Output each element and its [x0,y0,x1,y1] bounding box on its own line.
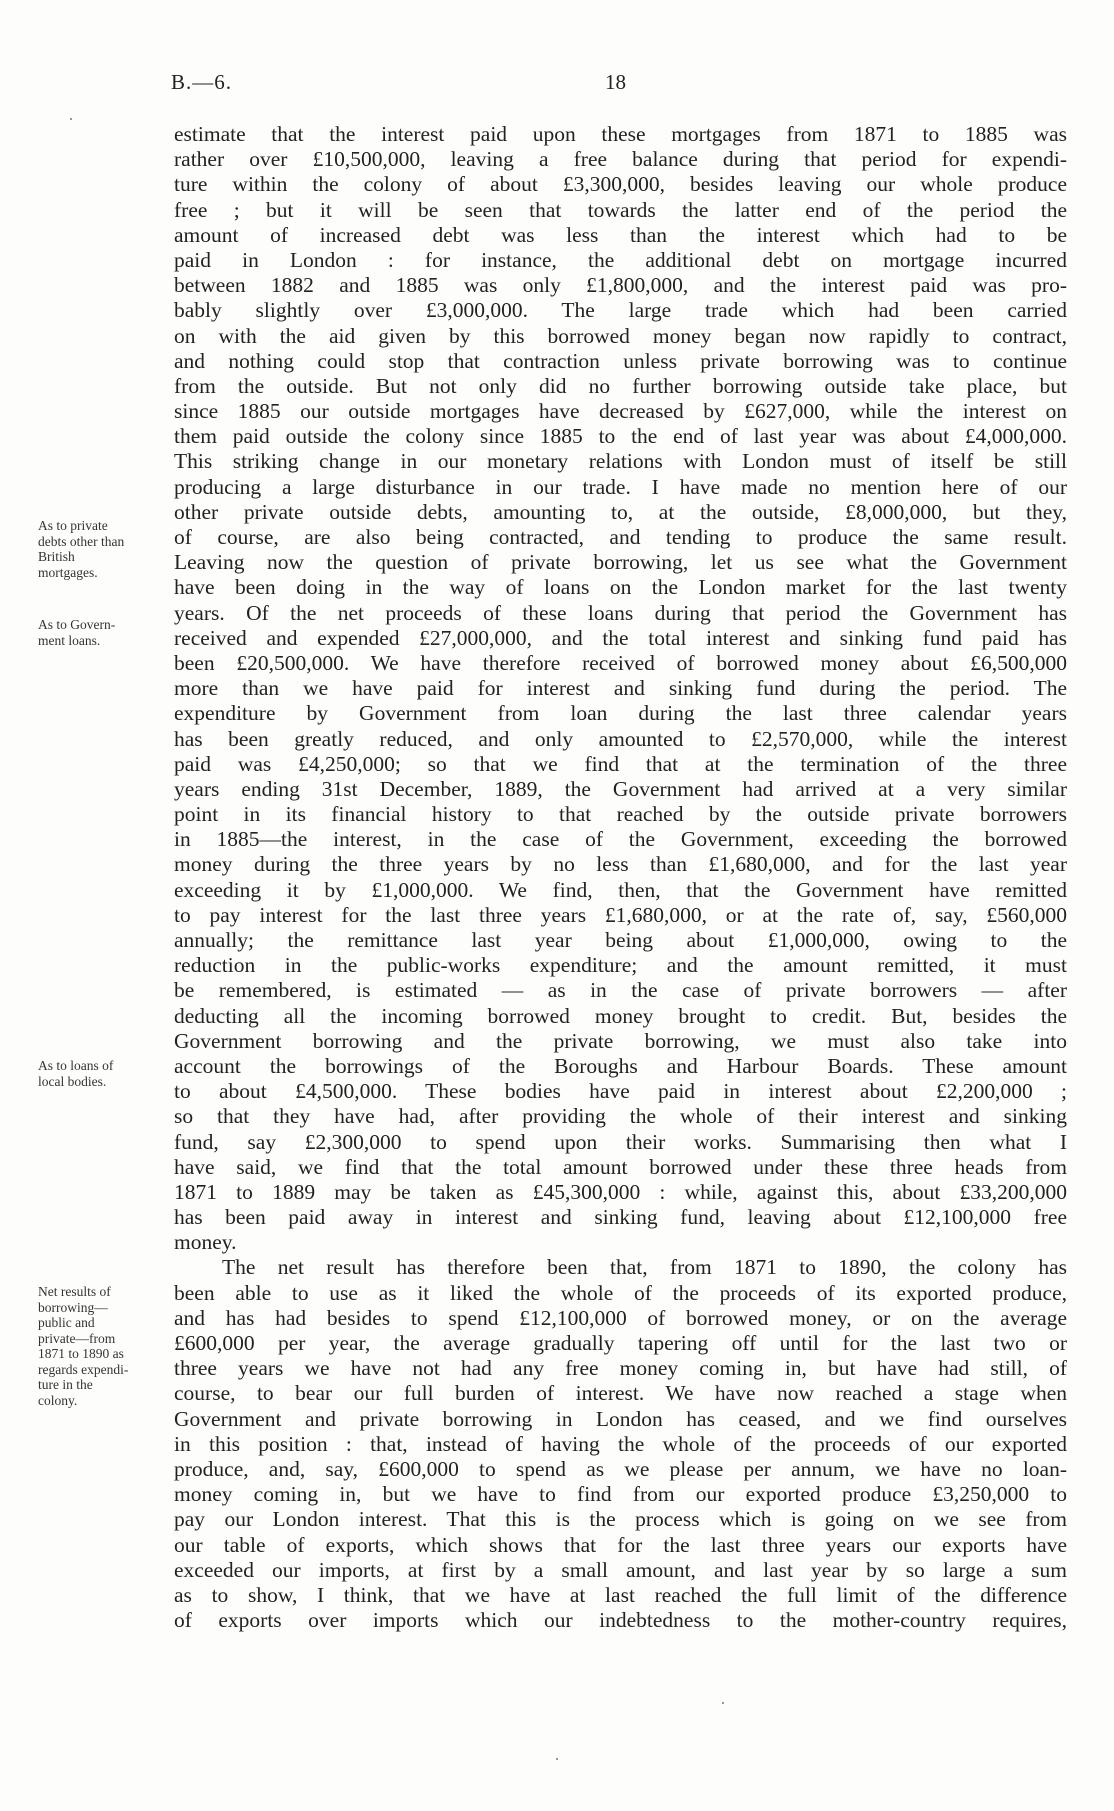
scan-speck [70,118,72,120]
text-line: reduction in the public-works expenditure; and the amount remitted, it must [174,953,1067,978]
text-line: money coming in, but we have to find from our exported produce £3,250,000 to [174,1482,1067,1507]
margin-note-local-bodies [38,1058,178,1089]
margin-note-private-debts [38,518,178,580]
text-line: account the borrowings of the Boroughs and Harbour Boards. These amount [174,1053,1067,1078]
text-line: years ending 31st December, 1889, the Government had arrived at a very similar [174,776,1067,801]
text-line: from the outside. But not only did no further borrowing outside take place, but [174,373,1067,398]
text-line: as to show, I think, that we have at last reached the full limit of the difference [174,1582,1067,1607]
margin-note-line: borrowing— [38,1299,108,1315]
text-line: Government borrowing and the private borrowing, we must also take into [174,1028,1067,1053]
text-line: point in its financial history to that reached by the outside private borrowers [174,802,1067,827]
margin-note-line: As to Govern- [38,617,116,632]
text-line: has been paid away in interest and sinking fund, leaving about £12,100,000 free [174,1205,1067,1230]
margin-note-line: As to loans of [38,1058,114,1073]
margin-note-line: local bodies. [38,1073,107,1089]
text-line: exceeding it by £1,000,000. We find, then, that the Government have remitted [174,877,1067,902]
text-line: between 1882 and 1885 was only £1,800,000, and the interest paid was pro- [174,273,1067,298]
margin-note-line: ment loans. [38,632,101,648]
margin-note-line: colony. [38,1392,78,1408]
margin-note-line: private—from [38,1330,116,1346]
margin-note-government-loans [38,617,178,648]
text-line: received and expended £27,000,000, and the total interest and sinking fund paid has [174,625,1067,650]
text-line: since 1885 our outside mortgages have decreased by £627,000, while the interest on [174,399,1067,424]
text-line: in this position : that, instead of having the whole of the proceeds of our exported [174,1431,1067,1456]
text-line: been £20,500,000. We have therefore received of borrowed money about £6,500,000 [174,650,1067,675]
text-line: years. Of the net proceeds of these loans during that period the Government has [174,600,1067,625]
text-line: Leaving now the question of private borrowing, let us see what the Government [174,550,1067,575]
text-line: free ; but it will be seen that towards the latter end of the period the [174,197,1067,222]
text-line: producing a large disturbance in our trade. I have made no mention here of our [174,474,1067,499]
text-line: bably slightly over £3,000,000. The large trade which had been carried [174,298,1067,323]
text-line: our table of exports, which shows that for the last three years our exports have [174,1532,1067,1557]
margin-note-line: As to private [38,518,108,533]
text-line: money. [174,1230,237,1255]
text-line: 1871 to 1889 may be taken as £45,300,000 : while, against this, about £33,200,000 [174,1179,1067,1204]
text-line: expenditure by Government from loan during the last three calendar years [174,701,1067,726]
scan-speck [556,1758,558,1760]
text-line: more than we have paid for interest and sinking fund during the period. The [174,676,1067,701]
text-line: exceeded our imports, at first by a small amount, and last year by so large a sum [174,1557,1067,1582]
text-line: so that they have had, after providing the whole of their interest and sinking [174,1104,1067,1129]
text-line: deducting all the incoming borrowed money brought to credit. But, besides the [174,1003,1067,1028]
text-line: fund, say £2,300,000 to spend upon their works. Summarising then what I [174,1129,1067,1154]
text-line: paid in London : for instance, the additional debt on mortgage incurred [174,247,1067,272]
text-line: be remembered, is estimated — as in the case of private borrowers — after [174,978,1067,1003]
text-line: to pay interest for the last three years £1,680,000, or at the rate of, say, £560,000 [174,902,1067,927]
text-line: of exports over imports which our indebtedness to the mother-country requires, [174,1608,1067,1633]
document-reference: B.—6. [171,70,233,94]
text-line: of course, are also being contracted, and tending to produce the same result. [174,525,1067,549]
page-number: 18 [605,70,626,94]
body-text [174,122,1067,1633]
text-line: ture within the colony of about £3,300,000, besides leaving our whole produce [174,172,1067,197]
text-line: paid was £4,250,000; so that we find that at the termination of the three [174,751,1067,776]
margin-note-line: mortgages. [38,564,98,580]
text-line: to about £4,500,000. These bodies have paid in interest about £2,200,000 ; [174,1079,1067,1104]
text-line: has been greatly reduced, and only amounted to £2,570,000, while the interest [174,726,1067,751]
margin-note-line: regards expendi- [38,1361,129,1377]
text-line: in 1885—the interest, in the case of the Government, exceeding the borrowed [174,827,1067,852]
text-line: £600,000 per year, the average gradually tapering off until for the last two or [174,1331,1067,1355]
text-line: them paid outside the colony since 1885 to the end of last year was about £4,000,000. [174,424,1067,449]
text-line: estimate that the interest paid upon these mortgages from 1871 to 1885 was [174,122,1067,146]
text-line: have said, we find that the total amount borrowed under these three heads from [174,1154,1067,1179]
text-line: and has had besides to spend £12,100,000 of borrowed money, or on the average [174,1305,1067,1330]
margin-note-line: 1871 to 1890 as [38,1346,124,1361]
text-line: annually; the remittance last year being about £1,000,000, owing to the [174,928,1067,952]
text-line: money during the three years by no less than £1,680,000, and for the last year [174,852,1067,877]
text-line: pay our London interest. That this is the process which is going on we see from [174,1507,1067,1532]
margin-note-line: Net results of [38,1284,111,1299]
text-line: produce, and, say, £600,000 to spend as we please per annum, we have no loan- [174,1456,1067,1481]
text-line: This striking change in our monetary relations with London must of itself be still [174,449,1067,474]
text-line: The net result has therefore been that, from 1871 to 1890, the colony has [222,1255,1067,1280]
text-line: and nothing could stop that contraction unless private borrowing was to continue [174,348,1067,373]
text-line: have been doing in the way of loans on the London market for the last twenty [174,575,1067,600]
margin-note-net-results [38,1284,178,1408]
text-line: three years we have not had any free money coming in, but have had still, of [174,1356,1067,1381]
text-line: course, to bear our full burden of interest. We have now reached a stage when [174,1381,1067,1406]
margin-note-line: public and [38,1315,95,1330]
text-line: other private outside debts, amounting to, at the outside, £8,000,000, but they, [174,499,1067,524]
margin-note-line: debts other than [38,533,125,549]
text-line: rather over £10,500,000, leaving a free balance during that period for expendi- [174,147,1067,172]
scan-speck [722,1702,724,1704]
text-line: amount of increased debt was less than the interest which had to be [174,222,1067,247]
text-line: on with the aid given by this borrowed money began now rapidly to contract, [174,323,1067,348]
text-line: Government and private borrowing in London has ceased, and we find ourselves [174,1406,1067,1431]
margin-note-line: ture in the [38,1377,93,1392]
margin-note-line: British [38,549,75,564]
text-line: been able to use as it liked the whole of the proceeds of its exported produce, [174,1280,1067,1305]
